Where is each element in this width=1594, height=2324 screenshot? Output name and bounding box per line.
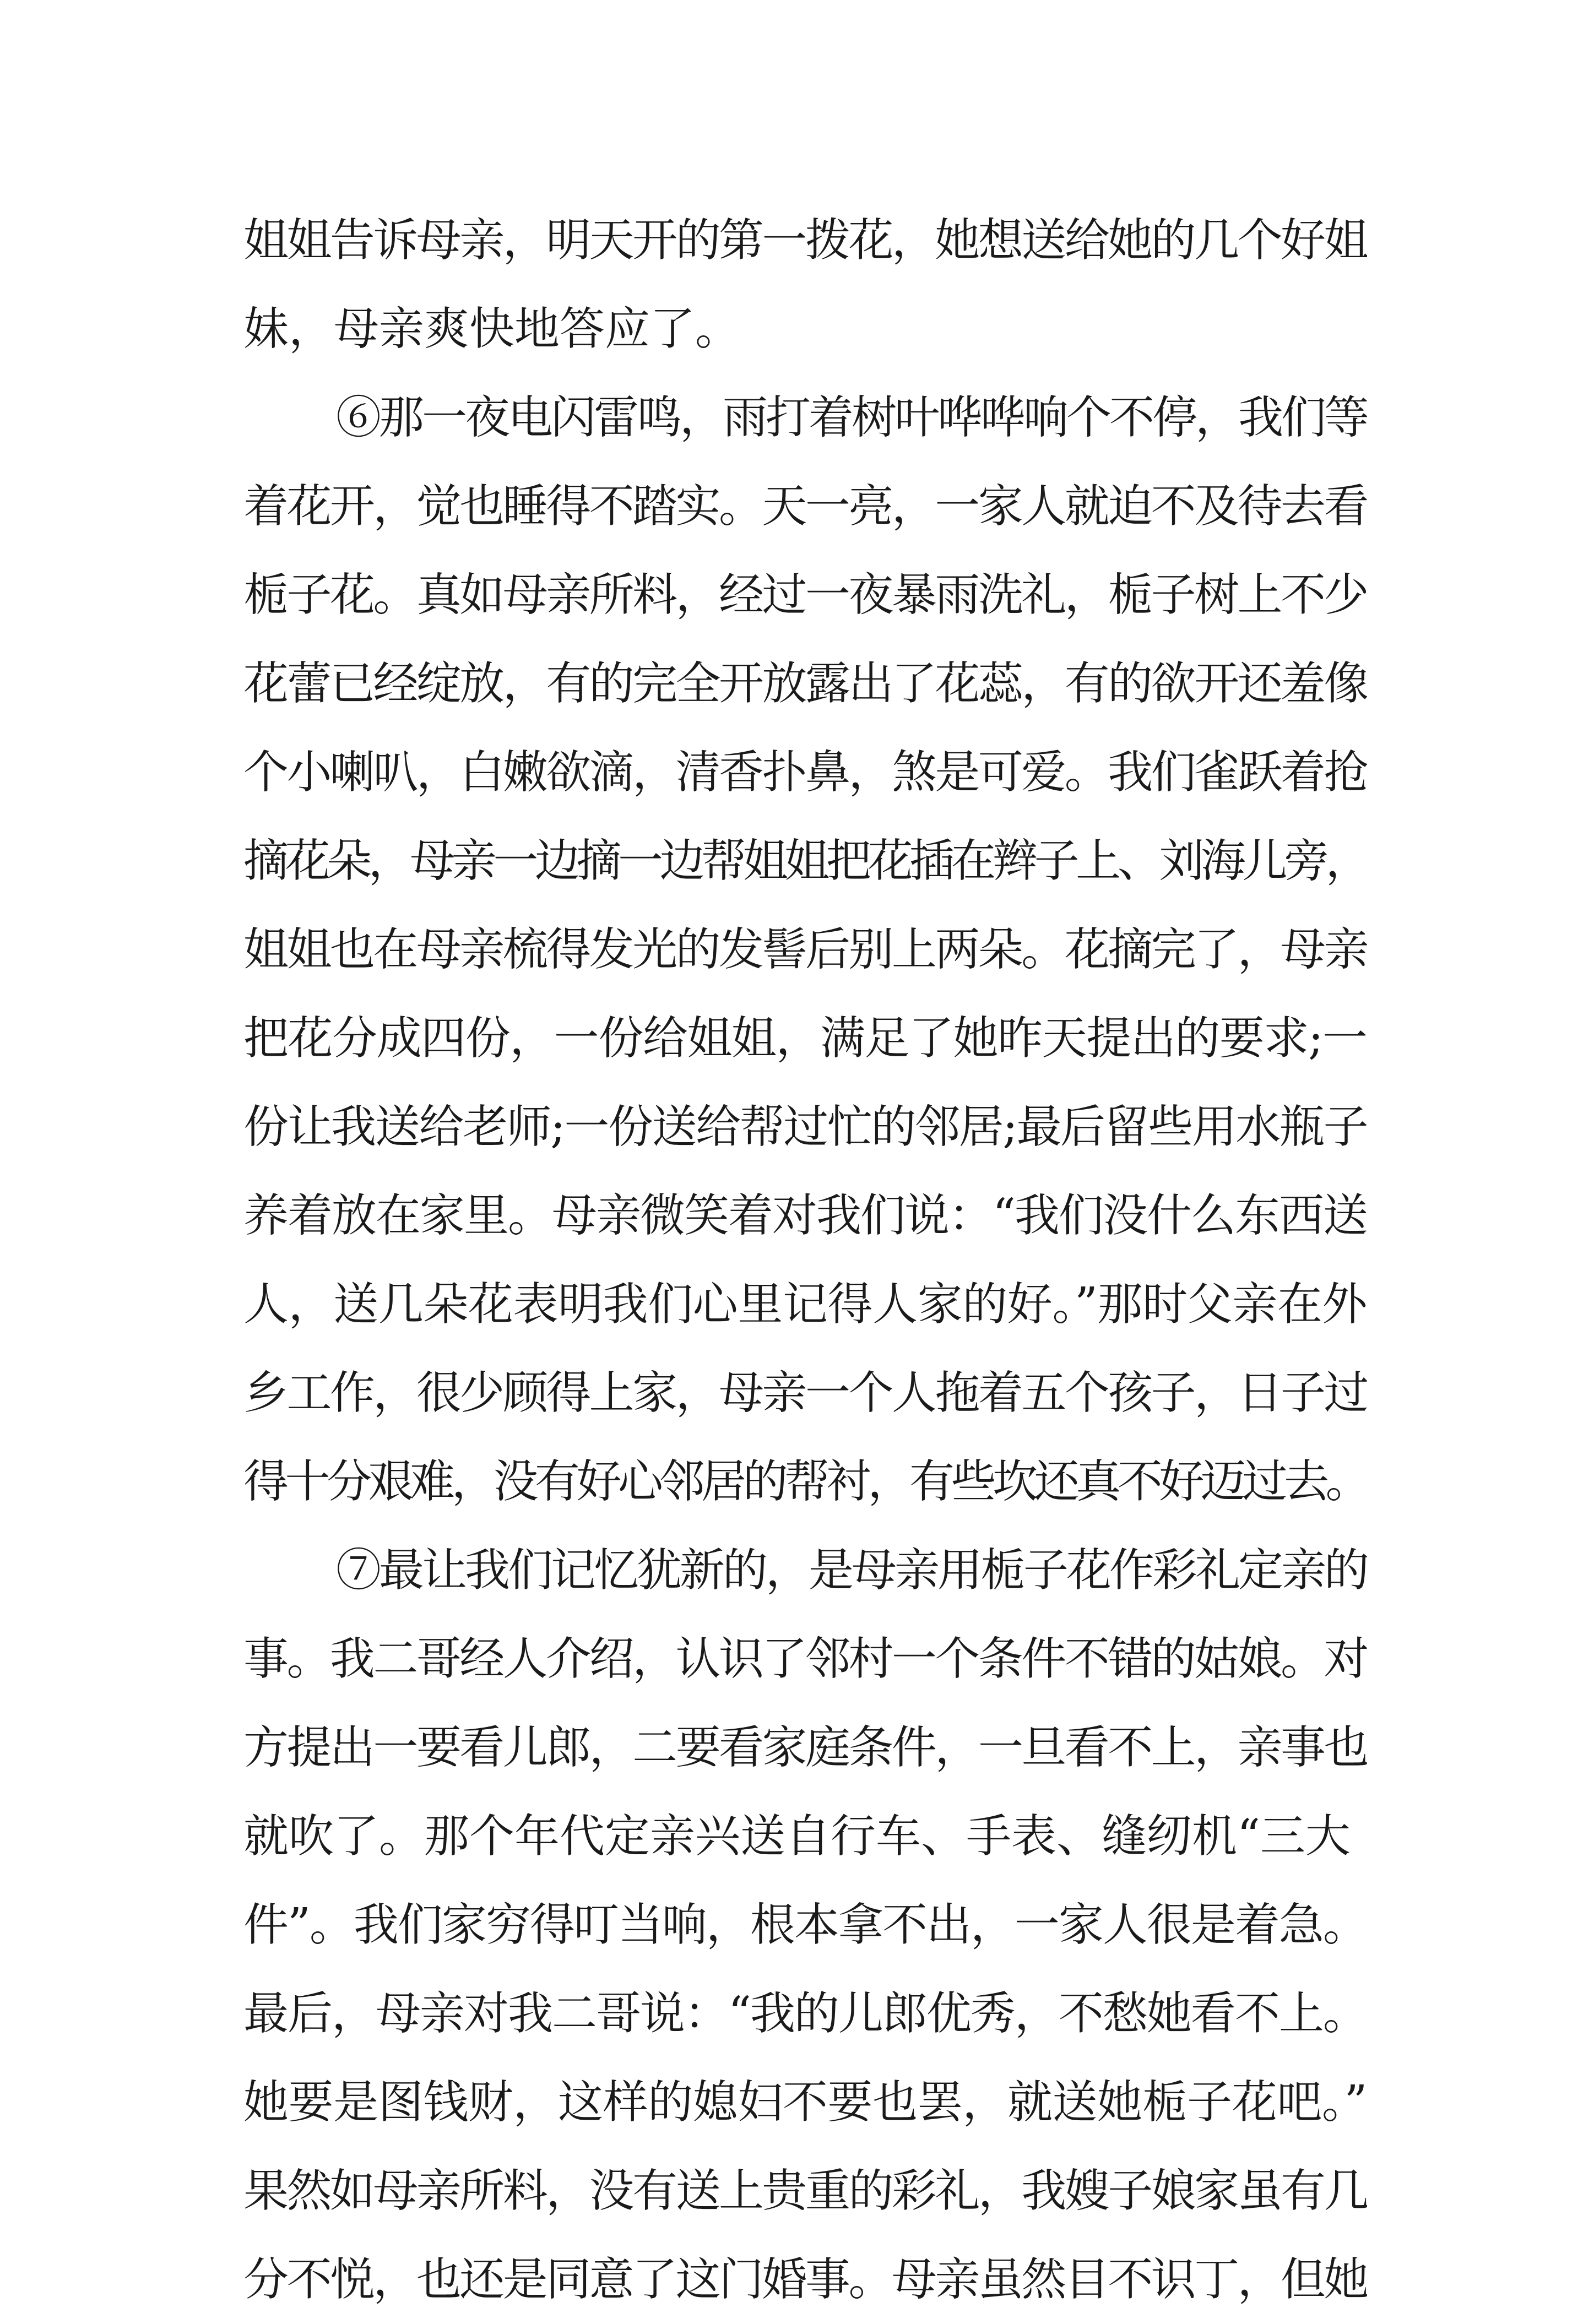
text-line: 个小喇叭，白嫩欲滴，清香扑鼻，煞是可爱。我们雀跃着抢: [243, 746, 1367, 799]
text-line: 她要是图钱财，这样的媳妇不要也罢，就送她栀子花吧。”: [243, 2076, 1367, 2128]
text-line: 事。我二哥经人介绍，认识了邻村一个条件不错的姑娘。对: [243, 1633, 1367, 1685]
text-line: 乡工作，很少顾得上家，母亲一个人拖着五个孩子，日子过: [243, 1367, 1367, 1419]
document-page: [243, 196, 1367, 2324]
text-line: 就吹了。那个年代定亲兴送自行车、手表、缝纫机“三大: [243, 1810, 1351, 1863]
text-line: 养着放在家里。母亲微笑着对我们说：“我们没什么东西送: [243, 1190, 1367, 1242]
text-line: 姐姐告诉母亲，明天开的第一拨花，她想送给她的几个好姐: [243, 214, 1367, 267]
text-line: 份让我送给老师;一份送给帮过忙的邻居;最后留些用水瓶子: [243, 1101, 1367, 1153]
text-line: 果然如母亲所料，没有送上贵重的彩礼，我嫂子娘家虽有几: [243, 2165, 1367, 2217]
text-line: 摘花朵，母亲一边摘一边帮姐姐把花插在辫子上、刘海儿旁，: [243, 835, 1367, 887]
text-line: 方提出一要看儿郎，二要看家庭条件，一旦看不上，亲事也: [243, 1722, 1367, 1774]
text-line: 把花分成四份，一份给姐姐，满足了她昨天提出的要求;一: [243, 1012, 1367, 1065]
text-line: 最后，母亲对我二哥说：“我的儿郎优秀，不愁她看不上。: [243, 1988, 1367, 2040]
text-line: 栀子花。真如母亲所料，经过一夜暴雨洗礼，栀子树上不少: [243, 569, 1367, 621]
text-line: 分不悦，也还是同意了这门婚事。母亲虽然目不识丁，但她: [243, 2254, 1367, 2306]
text-line: 着花开，觉也睡得不踏实。天一亮，一家人就迫不及待去看: [243, 480, 1367, 533]
text-line: 姐姐也在母亲梳得发光的发髻后别上两朵。花摘完了，母亲: [243, 924, 1367, 976]
paragraph-start-line: ⑦最让我们记忆犹新的，是母亲用栀子花作彩礼定亲的: [336, 1544, 1367, 1597]
text-line: 得十分艰难，没有好心邻居的帮衬，有些坎还真不好迈过去。: [243, 1456, 1367, 1508]
text-line: 人，送几朵花表明我们心里记得人家的好。”那时父亲在外: [243, 1278, 1367, 1331]
text-line: 妹，母亲爽快地答应了。: [243, 303, 741, 355]
text-line: 花蕾已经绽放，有的完全开放露出了花蕊，有的欲开还羞像: [243, 658, 1367, 710]
paragraph-start-line: ⑥那一夜电闪雷鸣，雨打着树叶哗哗响个不停，我们等: [336, 392, 1367, 444]
text-line: 件”。我们家穷得叮当响，根本拿不出，一家人很是着急。: [243, 1899, 1367, 1951]
